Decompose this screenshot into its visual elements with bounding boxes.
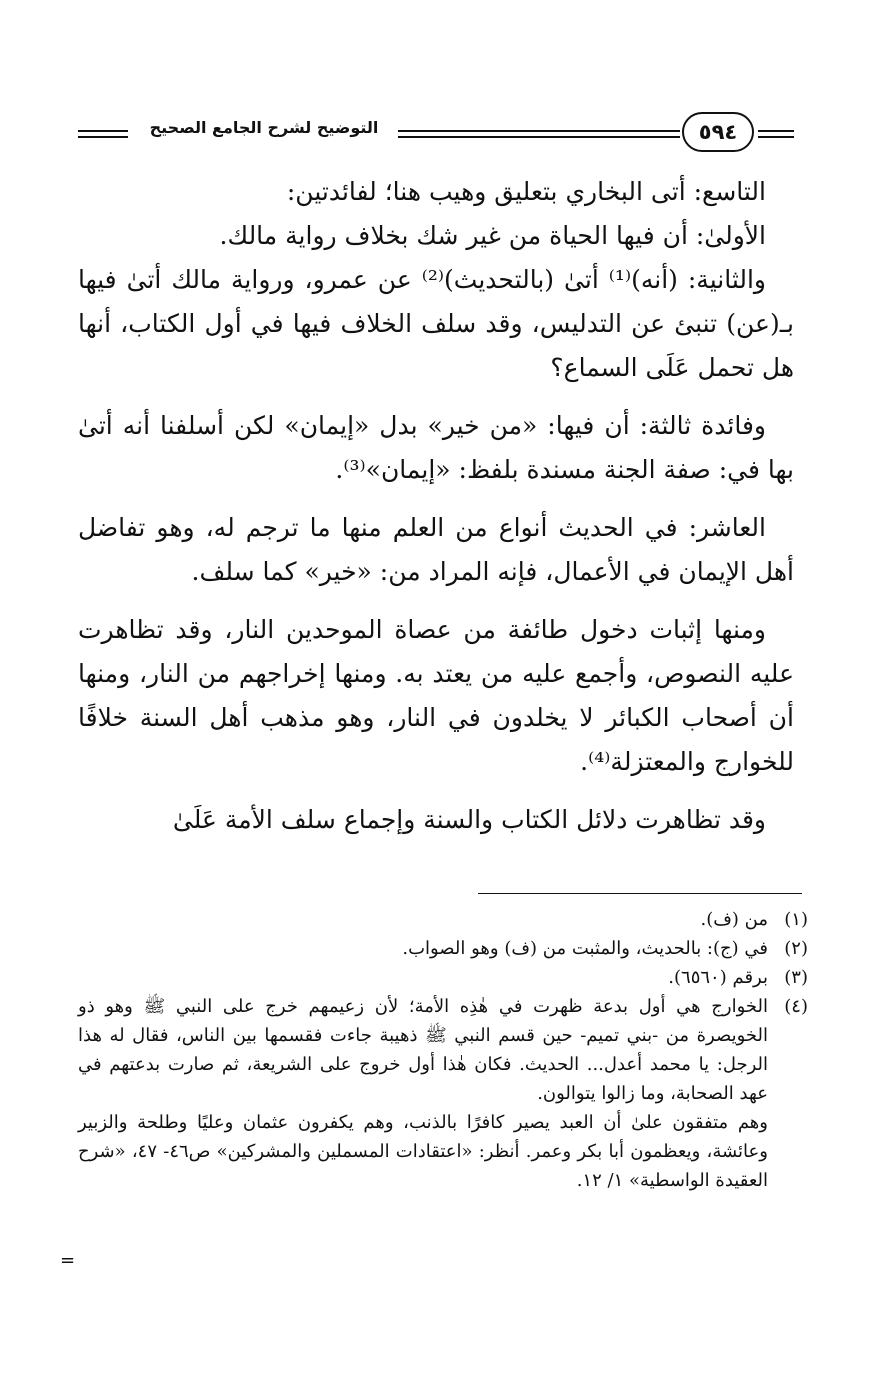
footnote-number: (١) <box>784 909 808 930</box>
footnote-text: وهم متفقون علىٰ أن العبد يصير كافرًا بالذنب، وهم يكفرون عثمان وعليًا وطلحة والزبير وعائشة، ويعظمون أبا بكر وعمر. أنظر: «اعتقادات المسملين والمشركين» ص٤٦- ٤٧، «شرح العقيدة الواسطية» ١/ ١٢. <box>78 1112 768 1191</box>
paragraph: التاسع: أتى البخاري بتعليق وهيب هنا؛ لفائدتين: <box>286 177 766 206</box>
header-rule <box>398 136 680 138</box>
header-rule <box>758 136 794 138</box>
footnote-number: (٤) <box>784 996 808 1017</box>
header-rule <box>398 130 680 132</box>
footnote-text: من (ف). <box>700 909 768 930</box>
footnote-number: (٣) <box>784 967 808 988</box>
paragraph: وفائدة ثالثة: أن فيها: «من خير» بدل «إيمان» لكن أسلفنا أنه أتىٰ بها في: صفة الجنة مسندة بلفظ: «إيمان»⁽³⁾. <box>78 411 794 484</box>
page-header <box>78 112 794 158</box>
running-title: التوضيح لشرح الجامع الصحيح <box>149 118 379 137</box>
continuation-mark: = <box>60 1250 76 1271</box>
header-rule <box>78 136 128 138</box>
paragraph: الأولىٰ: أن فيها الحياة من غير شك بخلاف رواية مالك. <box>219 221 766 250</box>
header-rule <box>758 130 794 132</box>
footnote-text: الخوارج هي أول بدعة ظهرت في هٰذِه الأمة؛ لأن زعيمهم خرج على النبي ﷺ وهو ذو الخويصرة من -بني تميم- حين قسم النبي ﷺ ذهيبة جاءت فقسمها بين الناس، فقال له هذا الرجل: يا محمد أعدل... الحديث. فكان هٰذا أول خروج على الشريعة، ثم صارت بدعتهم في عهد الصحابة، وما زالوا يتوالون. <box>78 996 768 1104</box>
paragraph: وقد تظاهرت دلائل الكتاب والسنة وإجماع سلف الأمة عَلَىٰ <box>172 805 766 834</box>
header-rule <box>78 130 128 132</box>
page-number: ٥٩٤ <box>682 112 754 152</box>
footnote <box>78 992 808 1195</box>
footnote <box>78 963 808 992</box>
footnote-separator <box>478 893 802 894</box>
footnotes <box>78 905 808 1195</box>
footnote <box>78 905 808 934</box>
footnote-number: (٢) <box>784 938 808 959</box>
paragraph: العاشر: في الحديث أنواع من العلم منها ما ترجم له، وهو تفاضل أهل الإيمان في الأعمال، فإنه المراد من: «خير» كما سلف. <box>78 513 794 586</box>
footnote-text: في (ج): بالحديث، والمثبت من (ف) وهو الصواب. <box>402 938 768 959</box>
main-text <box>78 170 794 842</box>
paragraph: والثانية: (أنه)⁽¹⁾ أتىٰ (بالتحديث)⁽²⁾ عن عمرو، ورواية مالك أتىٰ فيها بـ(عن) تنبئ عن التدليس، وقد سلف الخلاف فيها في أول الكتاب، أنها هل تحمل عَلَى السماع؟ <box>78 265 794 382</box>
paragraph: ومنها إثبات دخول طائفة من عصاة الموحدين النار، وقد تظاهرت عليه النصوص، وأجمع عليه من يعتد به. ومنها إخراجهم من النار، ومنها أن أصحاب الكبائر لا يخلدون في النار، وهو مذهب أهل السنة خلافًا للخوارج والمعتزلة⁽⁴⁾. <box>78 615 794 776</box>
footnote <box>78 934 808 963</box>
footnote-text: برقم (٦٥٦٠). <box>668 967 768 988</box>
